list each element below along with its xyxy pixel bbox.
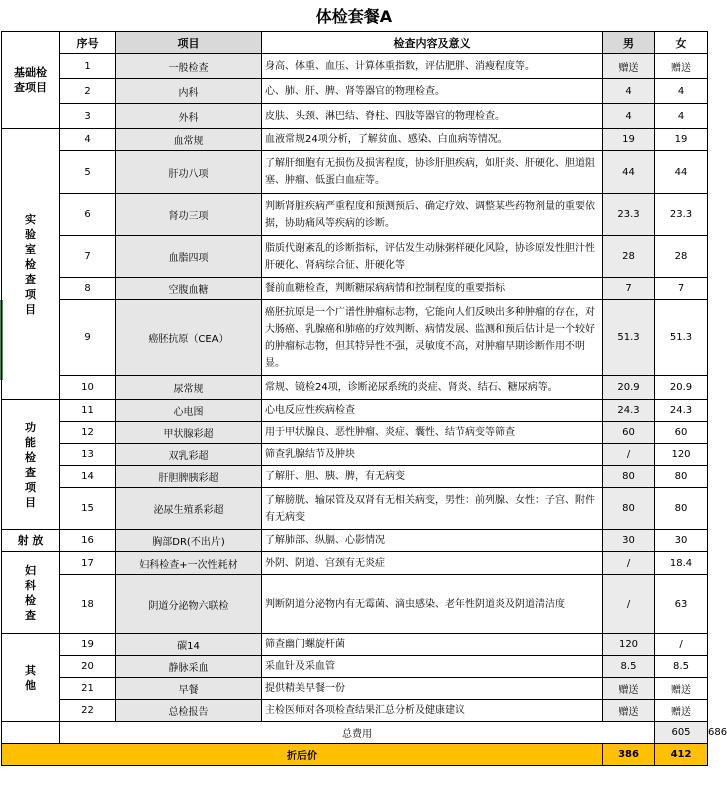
row-seq: 7: [60, 236, 116, 278]
row-male-price: 赠送: [603, 678, 655, 700]
row-seq: 14: [60, 466, 116, 488]
row-seq: 17: [60, 552, 116, 575]
header-row: [2, 32, 708, 54]
row-desc: 餐前血糖检查，判断糖尿病病情和控制程度的重要指标: [262, 278, 603, 300]
row-seq: 6: [60, 194, 116, 236]
row-desc: 心、肺、肝、脾、肾等器官的物理检查。: [262, 79, 603, 104]
row-seq: 13: [60, 444, 116, 466]
row-male-price: 20.9: [603, 376, 655, 400]
row-female-price: 28: [655, 236, 708, 278]
row-desc: 心电反应性疾病检查: [262, 400, 603, 422]
total-label: 总费用: [60, 722, 655, 744]
table-row: [2, 444, 708, 466]
row-female-price: /: [655, 634, 708, 656]
row-male-price: /: [603, 444, 655, 466]
row-item: 癌胚抗原（CEA）: [116, 300, 262, 376]
row-male-price: 4: [603, 79, 655, 104]
table-row: [2, 700, 708, 722]
table-row: [2, 151, 708, 194]
row-seq: 15: [60, 488, 116, 530]
row-male-price: 80: [603, 466, 655, 488]
table-row: [2, 530, 708, 552]
row-desc: 判断肾脏疾病严重程度和预测预后、确定疗效、调整某些药物剂量的重要依据，协助痛风等疾病的诊断。: [262, 194, 603, 236]
row-desc: 皮肤、头颈、淋巴结、脊柱、四肢等器官的物理检查。: [262, 104, 603, 129]
row-item: 肝胆脾胰彩超: [116, 466, 262, 488]
row-female-price: 120: [655, 444, 708, 466]
table-row: [2, 129, 708, 151]
discount-male: 386: [603, 744, 655, 766]
table-row: [2, 656, 708, 678]
row-item: 一般检查: [116, 54, 262, 79]
row-desc: 主检医师对各项检查结果汇总分析及健康建议: [262, 700, 603, 722]
row-item: 血脂四项: [116, 236, 262, 278]
row-desc: 提供精美早餐一份: [262, 678, 603, 700]
discount-female: 412: [655, 744, 708, 766]
table-row: [2, 678, 708, 700]
table-row: [2, 236, 708, 278]
table-row: [2, 300, 708, 376]
row-female-price: 赠送: [655, 54, 708, 79]
row-item: 肝功八项: [116, 151, 262, 194]
row-female-price: 51.3: [655, 300, 708, 376]
row-item: 妇科检查+一次性耗材: [116, 552, 262, 575]
row-seq: 2: [60, 79, 116, 104]
table-row: [2, 104, 708, 129]
row-male-price: 28: [603, 236, 655, 278]
row-male-price: /: [603, 552, 655, 575]
category-other: 其他: [2, 634, 60, 722]
row-male-price: 80: [603, 488, 655, 530]
row-male-price: 24.3: [603, 400, 655, 422]
header-seq: 序号: [60, 32, 116, 54]
row-desc: 筛查乳腺结节及肿块: [262, 444, 603, 466]
header-item: 项目: [116, 32, 262, 54]
package-table: [1, 31, 727, 766]
row-male-price: 19: [603, 129, 655, 151]
row-item: 心电图: [116, 400, 262, 422]
page-title: 体检套餐A: [315, 7, 393, 26]
row-female-price: 80: [655, 488, 708, 530]
row-female-price: 44: [655, 151, 708, 194]
row-item: 血常规: [116, 129, 262, 151]
row-desc: 筛查幽门螺旋杆菌: [262, 634, 603, 656]
row-male-price: 51.3: [603, 300, 655, 376]
row-seq: 21: [60, 678, 116, 700]
row-seq: 22: [60, 700, 116, 722]
row-item: 外科: [116, 104, 262, 129]
row-male-price: 赠送: [603, 54, 655, 79]
row-item: 内科: [116, 79, 262, 104]
row-male-price: /: [603, 575, 655, 634]
row-desc: 了解肺部、纵膈、心影情况: [262, 530, 603, 552]
row-male-price: 8.5: [603, 656, 655, 678]
row-item: 双乳彩超: [116, 444, 262, 466]
row-female-price: 4: [655, 104, 708, 129]
row-female-price: 赠送: [655, 700, 708, 722]
row-male-price: 120: [603, 634, 655, 656]
category-basic: 基础检查项目: [2, 32, 60, 129]
table-row: [2, 194, 708, 236]
row-female-price: 8.5: [655, 656, 708, 678]
row-seq: 16: [60, 530, 116, 552]
row-desc: 外阴、阴道、宫颈有无炎症: [262, 552, 603, 575]
row-item: 静脉采血: [116, 656, 262, 678]
row-male-price: 60: [603, 422, 655, 444]
row-item: 甲状腺彩超: [116, 422, 262, 444]
header-content: 检查内容及意义: [262, 32, 603, 54]
table-row: [2, 54, 708, 79]
row-seq: 18: [60, 575, 116, 634]
table-row: [2, 422, 708, 444]
row-male-price: 赠送: [603, 700, 655, 722]
row-seq: 9: [60, 300, 116, 376]
row-item: 胸部DR(不出片): [116, 530, 262, 552]
row-seq: 20: [60, 656, 116, 678]
table-row: [2, 488, 708, 530]
row-female-price: 30: [655, 530, 708, 552]
category-gyn: 妇科检查: [2, 552, 60, 634]
row-seq: 12: [60, 422, 116, 444]
row-female-price: 24.3: [655, 400, 708, 422]
table-row: [2, 552, 708, 575]
total-blank: [2, 722, 60, 744]
row-female-price: 23.3: [655, 194, 708, 236]
row-item: 尿常规: [116, 376, 262, 400]
row-item: 总检报告: [116, 700, 262, 722]
discount-row: [2, 744, 708, 766]
row-female-price: 19: [655, 129, 708, 151]
table-row: [2, 466, 708, 488]
row-desc: 身高、体重、血压、计算体重指数，评估肥胖、消瘦程度等。: [262, 54, 603, 79]
discount-label: 折后价: [2, 744, 603, 766]
table-row: [2, 634, 708, 656]
row-male-price: 7: [603, 278, 655, 300]
category-lab: 实验室检查项目: [2, 129, 60, 400]
row-female-price: 18.4: [655, 552, 708, 575]
header-male: 男: [603, 32, 655, 54]
row-male-price: 4: [603, 104, 655, 129]
category-func: 功能检查项目: [2, 400, 60, 530]
table-row: [2, 400, 708, 422]
row-male-price: 23.3: [603, 194, 655, 236]
row-desc: 采血针及采血管: [262, 656, 603, 678]
row-seq: 8: [60, 278, 116, 300]
row-seq: 5: [60, 151, 116, 194]
row-item: 早餐: [116, 678, 262, 700]
row-item: 阴道分泌物六联检: [116, 575, 262, 634]
row-female-price: 63: [655, 575, 708, 634]
row-seq: 19: [60, 634, 116, 656]
row-female-price: 60: [655, 422, 708, 444]
row-item: 肾功三项: [116, 194, 262, 236]
total-row: 总费用 605 686: [2, 722, 708, 744]
row-female-price: 赠送: [655, 678, 708, 700]
row-seq: 1: [60, 54, 116, 79]
table-row: [2, 278, 708, 300]
row-item: 空腹血糖: [116, 278, 262, 300]
row-female-price: 7: [655, 278, 708, 300]
row-desc: 判断阴道分泌物内有无霉菌、滴虫感染、老年性阴道炎及阴道清洁度: [262, 575, 603, 634]
row-seq: 3: [60, 104, 116, 129]
table-row: [2, 575, 708, 634]
row-female-price: 80: [655, 466, 708, 488]
row-seq: 11: [60, 400, 116, 422]
table-row: [2, 79, 708, 104]
row-desc: 血液常规24项分析，了解贫血、感染、白血病等情况。: [262, 129, 603, 151]
category-radio: 射 放: [2, 530, 60, 552]
total-male: 605: [655, 722, 708, 744]
row-male-price: 30: [603, 530, 655, 552]
row-desc: 了解膀胱、输尿管及双肾有无相关病变，男性：前列腺、女性：子宫、附件有无病变: [262, 488, 603, 530]
row-female-price: 20.9: [655, 376, 708, 400]
row-desc: 用于甲状腺良、恶性肿瘤、炎症、囊性、结节病变等筛查: [262, 422, 603, 444]
table-row: [2, 376, 708, 400]
row-male-price: 44: [603, 151, 655, 194]
row-seq: 10: [60, 376, 116, 400]
header-female: 女: [655, 32, 708, 54]
row-desc: 脂质代谢紊乱的诊断指标，评估发生动脉粥样硬化风险，协诊原发性胆汁性肝硬化、肾病综合征、肝硬化等: [262, 236, 603, 278]
row-item: 泌尿生殖系彩超: [116, 488, 262, 530]
row-seq: 4: [60, 129, 116, 151]
row-desc: 常规、镜检24项，诊断泌尿系统的炎症、肾炎、结石、糖尿病等。: [262, 376, 603, 400]
row-desc: 了解肝、胆、胰、脾，有无病变: [262, 466, 603, 488]
row-desc: 癌胚抗原是一个广谱性肿瘤标志物，它能向人们反映出多种肿瘤的存在，对大肠癌、乳腺癌和肺癌的疗效判断、病情发展、监测和预后估计是一个较好的肿瘤标志物，但其特异性不强，灵敏度不高，对肿瘤早期诊断作用不明显。: [262, 300, 603, 376]
row-female-price: 4: [655, 79, 708, 104]
row-item: 碳14: [116, 634, 262, 656]
row-desc: 了解肝细胞有无损伤及损害程度，协诊肝胆疾病，如肝炎、肝硬化、胆道阻塞、肿瘤、低蛋白血症等。: [262, 151, 603, 194]
